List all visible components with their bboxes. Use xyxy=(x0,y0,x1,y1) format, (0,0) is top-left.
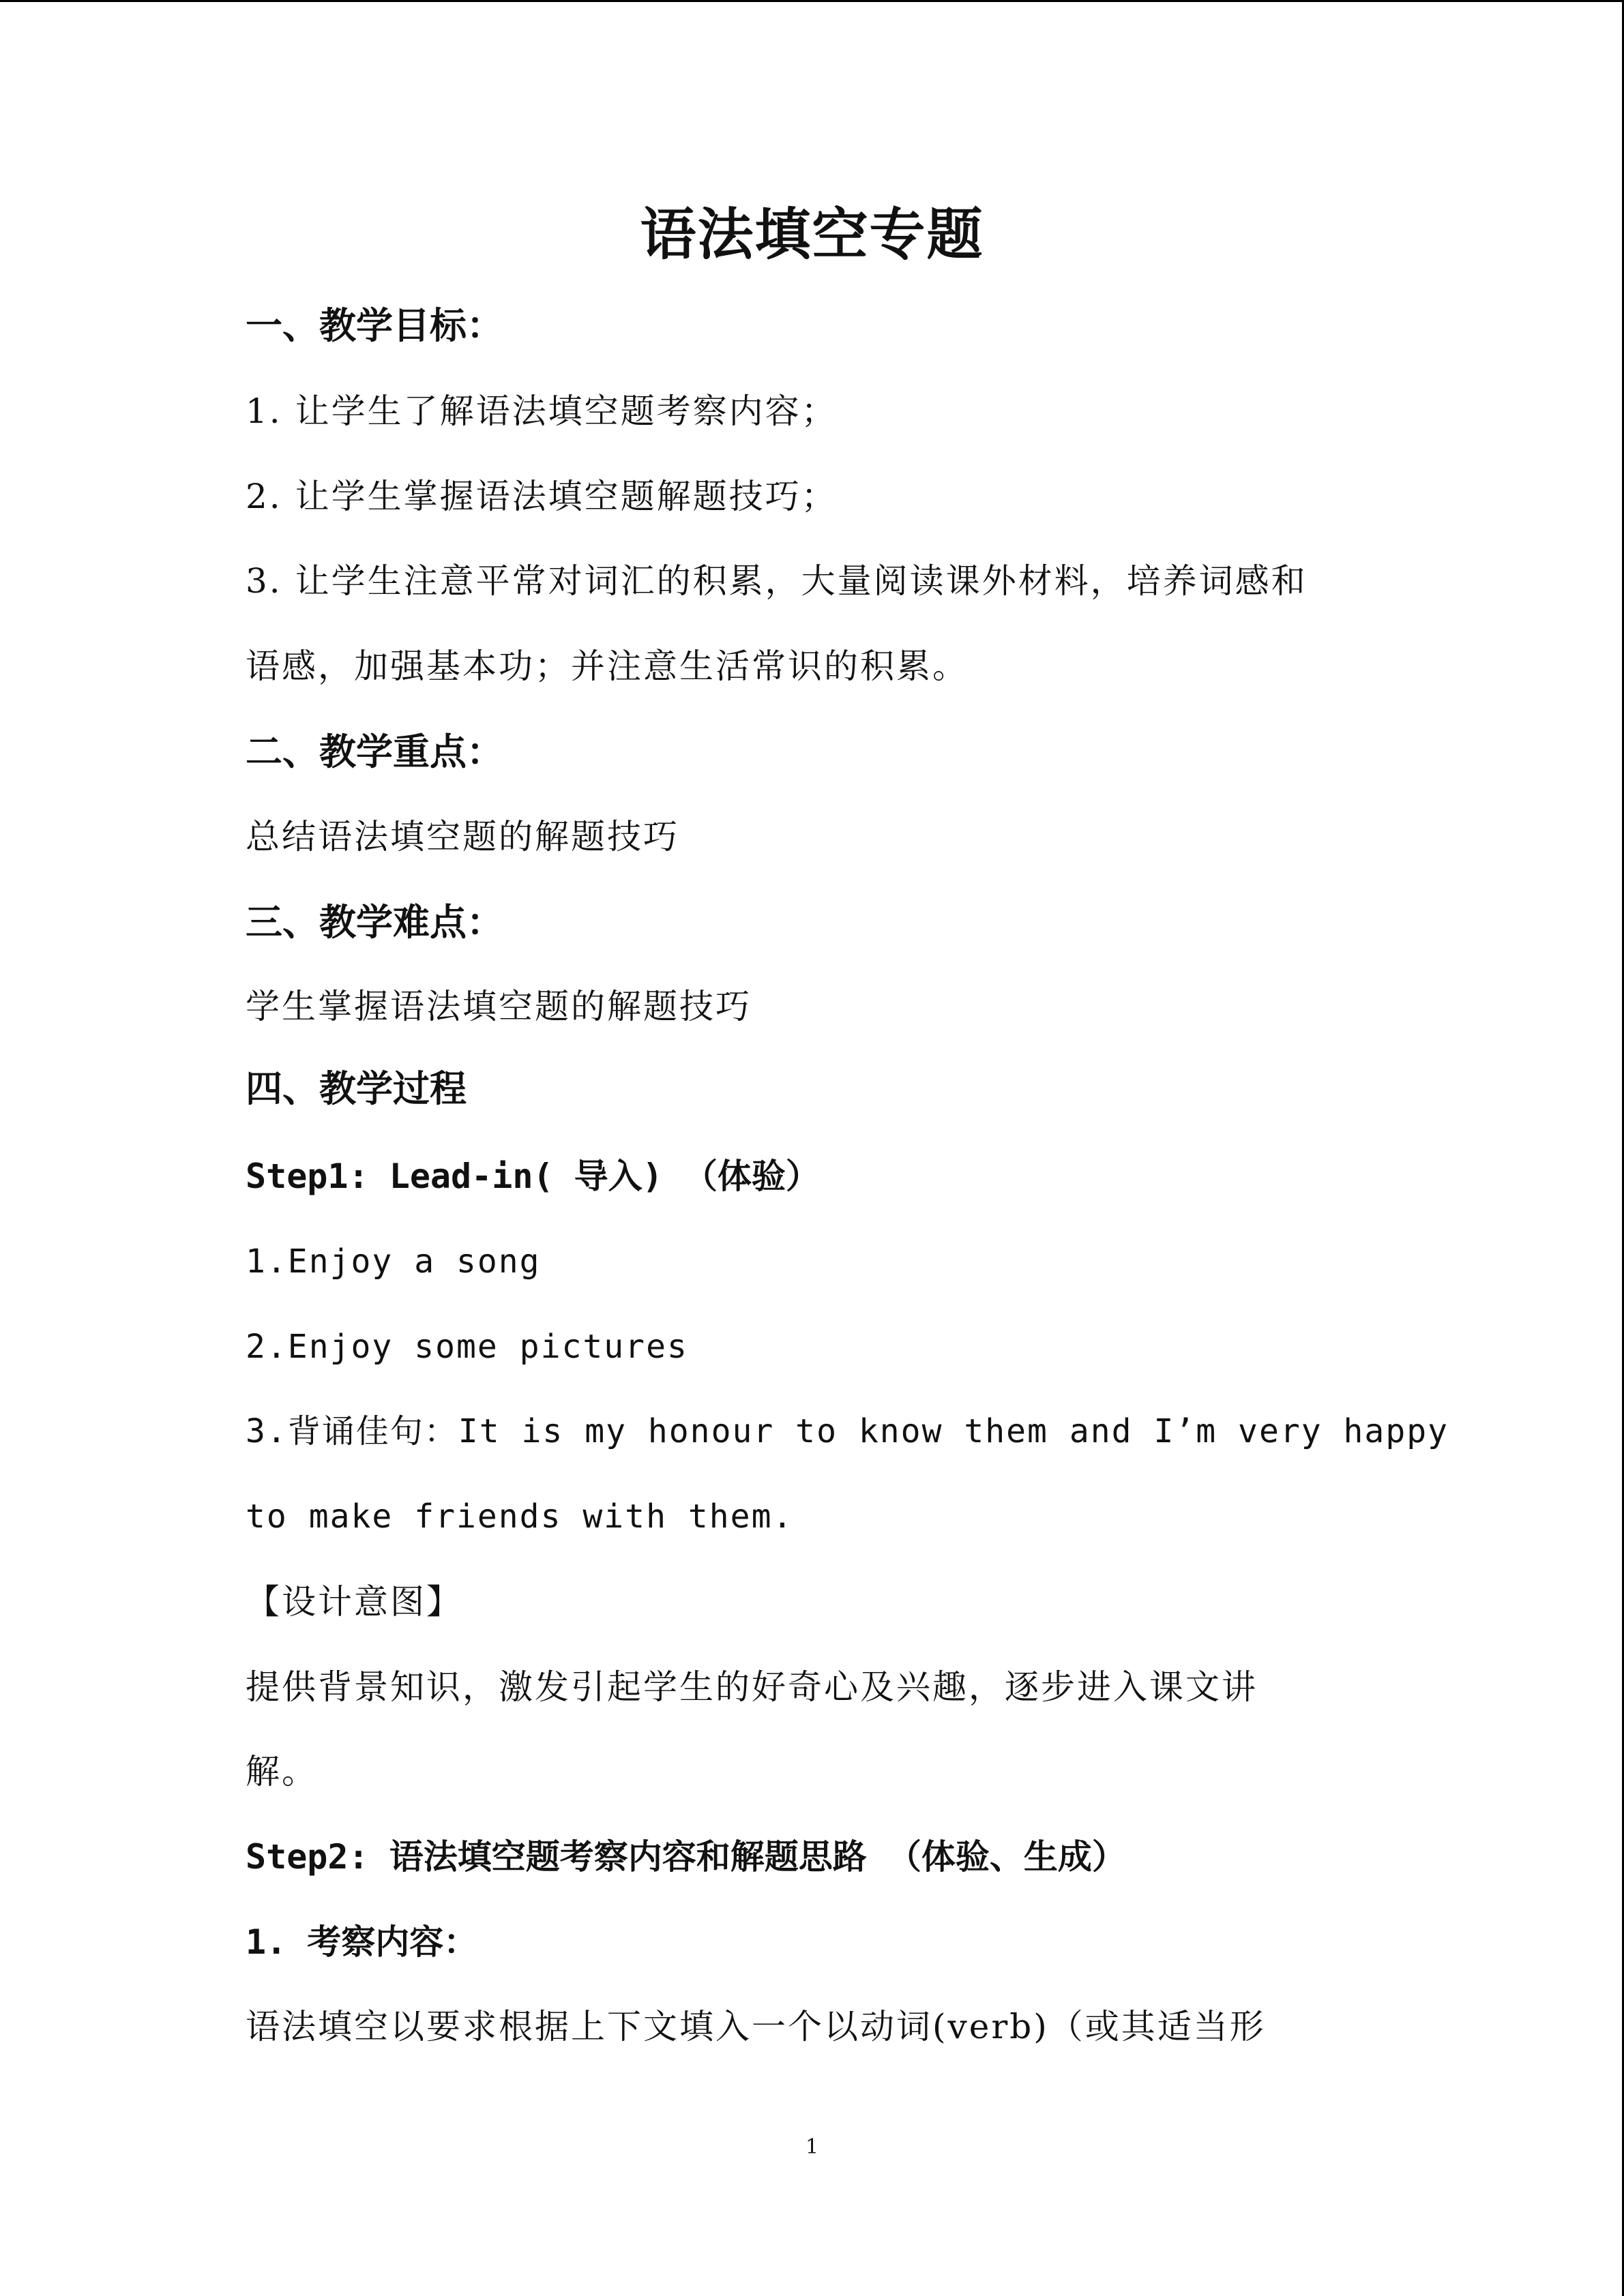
design-intent-line-2: 解。 xyxy=(246,1752,318,1791)
step2-sub-heading: 1. 考察内容： xyxy=(246,1922,478,1962)
step1-item-2: 2.Enjoy some pictures xyxy=(246,1328,688,1366)
step1-item-1: 1.Enjoy a song xyxy=(246,1242,541,1281)
document-title: 语法填空专题 xyxy=(640,203,984,267)
section-heading-difficulties: 三、教学难点： xyxy=(246,901,503,944)
goal-item-3-line-2: 语感，加强基本功；并注意生活常识的积累。 xyxy=(246,646,969,686)
step1-item-3-line-2: to make friends with them. xyxy=(246,1497,794,1536)
section-heading-goals: 一、教学目标： xyxy=(246,304,503,347)
step2-heading: Step2: 语法填空题考察内容和解题思路 （体验、生成） xyxy=(246,1837,1126,1877)
section-heading-key-points: 二、教学重点： xyxy=(246,730,503,773)
section-heading-process: 四、教学过程 xyxy=(246,1067,467,1110)
goal-item-3-line-1: 3. 让学生注意平常对词汇的积累，大量阅读课外材料，培养词感和 xyxy=(246,561,1308,601)
goal-item-2: 2. 让学生掌握语法填空题解题技巧； xyxy=(246,477,838,516)
difficulties-text: 学生掌握语法填空题的解题技巧 xyxy=(246,987,752,1026)
step1-heading: Step1: Lead-in( 导入) （体验） xyxy=(246,1157,820,1196)
goal-item-1: 1. 让学生了解语法填空题考察内容； xyxy=(246,391,838,431)
step2-text-line-1: 语法填空以要求根据上下文填入一个以动词(verb)（或其适当形 xyxy=(246,2007,1266,2046)
key-points-text: 总结语法填空题的解题技巧 xyxy=(246,817,679,856)
page-number: 1 xyxy=(805,2135,819,2159)
design-intent-label: 【设计意图】 xyxy=(246,1582,462,1622)
design-intent-line-1: 提供背景知识，激发引起学生的好奇心及兴趣，逐步进入课文讲 xyxy=(246,1667,1258,1707)
step1-item-3-line-1: 3.背诵佳句：It is my honour to know them and I’m very happy xyxy=(246,1412,1449,1450)
